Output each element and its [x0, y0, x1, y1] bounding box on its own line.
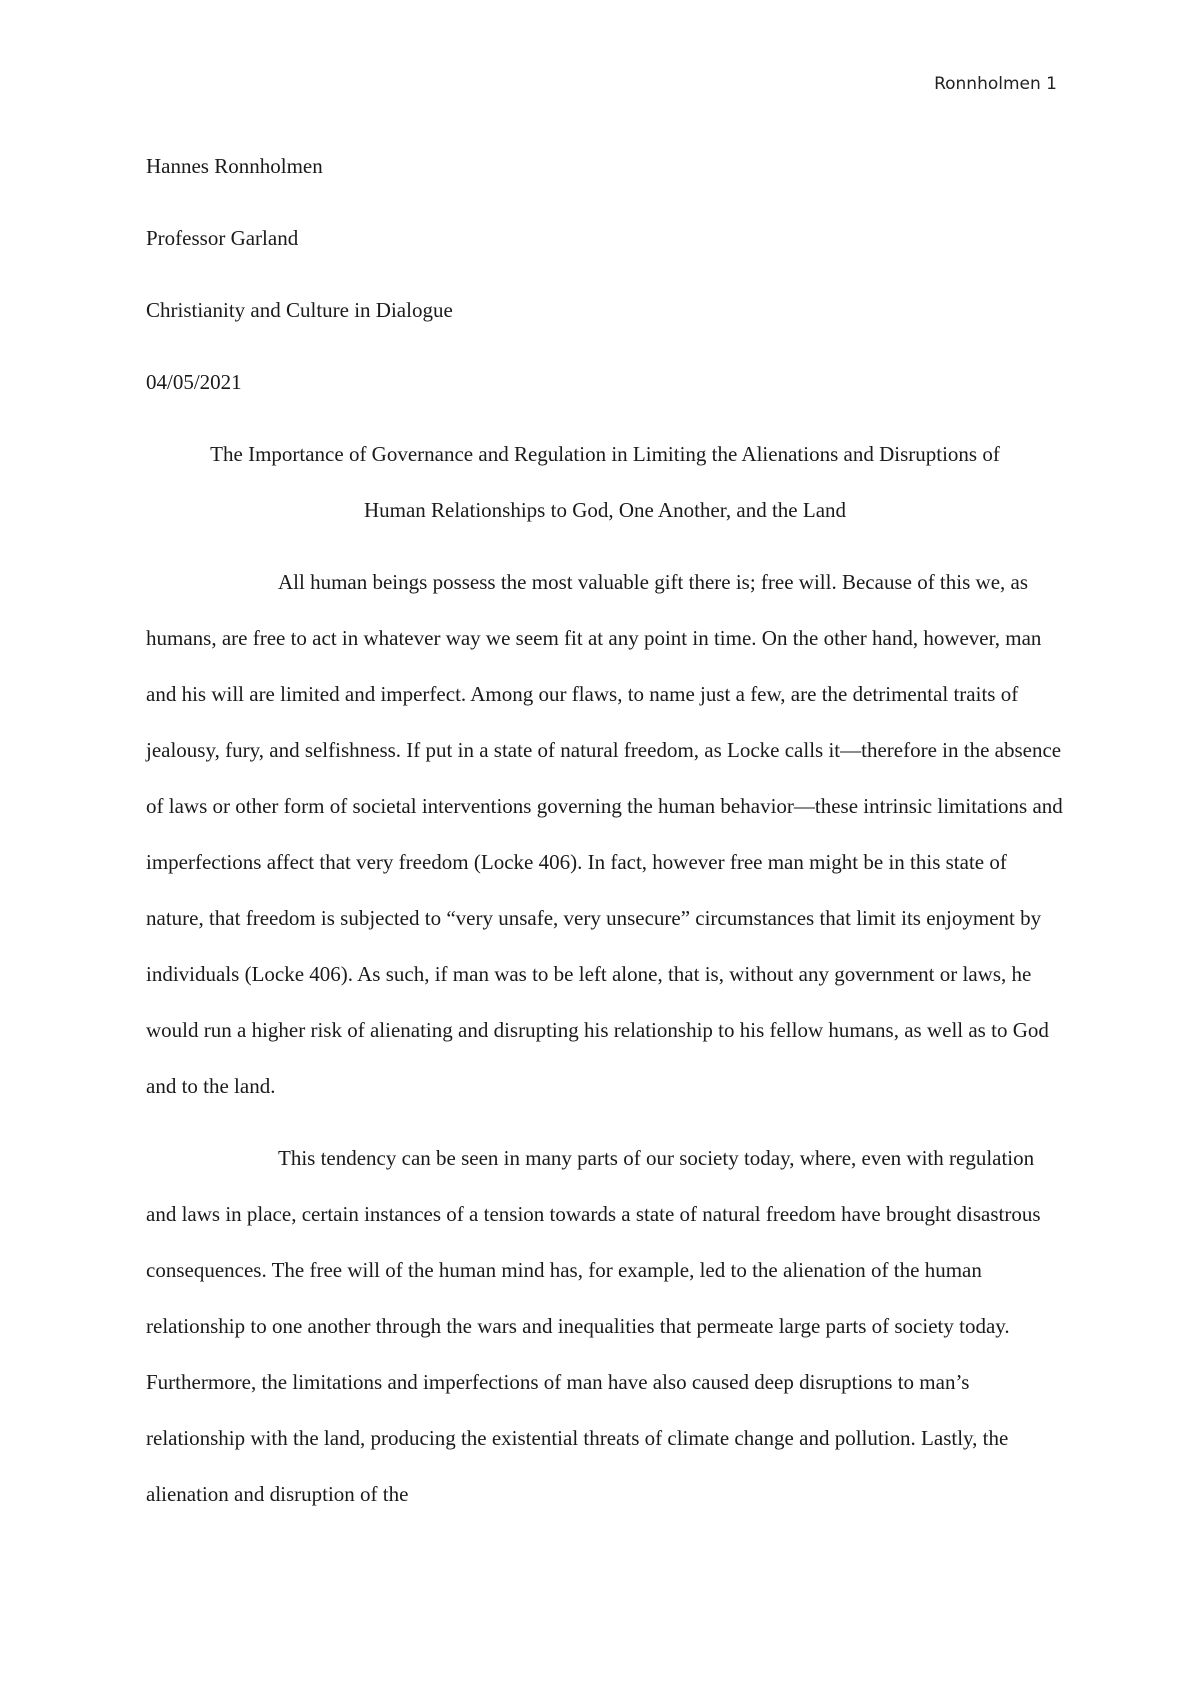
author-name: Hannes Ronnholmen — [146, 154, 323, 178]
document-date: 04/05/2021 — [146, 370, 242, 394]
running-header: Ronnholmen 1 — [934, 74, 1057, 94]
essay-title-line-1: The Importance of Governance and Regulation in Limiting the Alienations and Disruptions of — [210, 442, 1000, 466]
professor-name: Professor Garland — [146, 226, 299, 250]
body-paragraph-1: All human beings possess the most valuable gift there is; free will. Because of this we, as humans, are free to act in whatever way we seem fit at any point in time. On the other hand, however, man and his will are limited and imperfect. Among our flaws, to name just a few, are the detrimental traits of jealousy, fury, and selfishness. If put in a state of natural freedom, as Locke calls it—therefore in the absence of laws or other form of societal interventions governing the human behavior—these intrinsic limitations and imperfections affect that very freedom (Locke 406). In fact, however free man might be in this state of nature, that freedom is subjected to “very unsafe, very unsecure” circumstances that limit its enjoyment by individuals (Locke 406). As such, if man was to be left alone, that is, without any government or laws, he would run a higher risk of alienating and disrupting his relationship to his fellow humans, as well as to God and to the land. — [146, 570, 1063, 1098]
document-body — [146, 138, 1064, 1538]
course-name: Christianity and Culture in Dialogue — [146, 298, 453, 322]
essay-title-line-2: Human Relationships to God, One Another, and the Land — [363, 498, 847, 522]
body-paragraph-2: This tendency can be seen in many parts of our society today, where, even with regulation and laws in place, certain instances of a tension towards a state of natural freedom have brought disastrous consequences. The free will of the human mind has, for example, led to the alienation of the human relationship to one another through the wars and inequalities that permeate large parts of society today. Furthermore, the limitations and imperfections of man have also caused deep disruptions to man’s relationship with the land, producing the existential threats of climate change and pollution. Lastly, the alienation and disruption of the — [146, 1146, 1041, 1506]
